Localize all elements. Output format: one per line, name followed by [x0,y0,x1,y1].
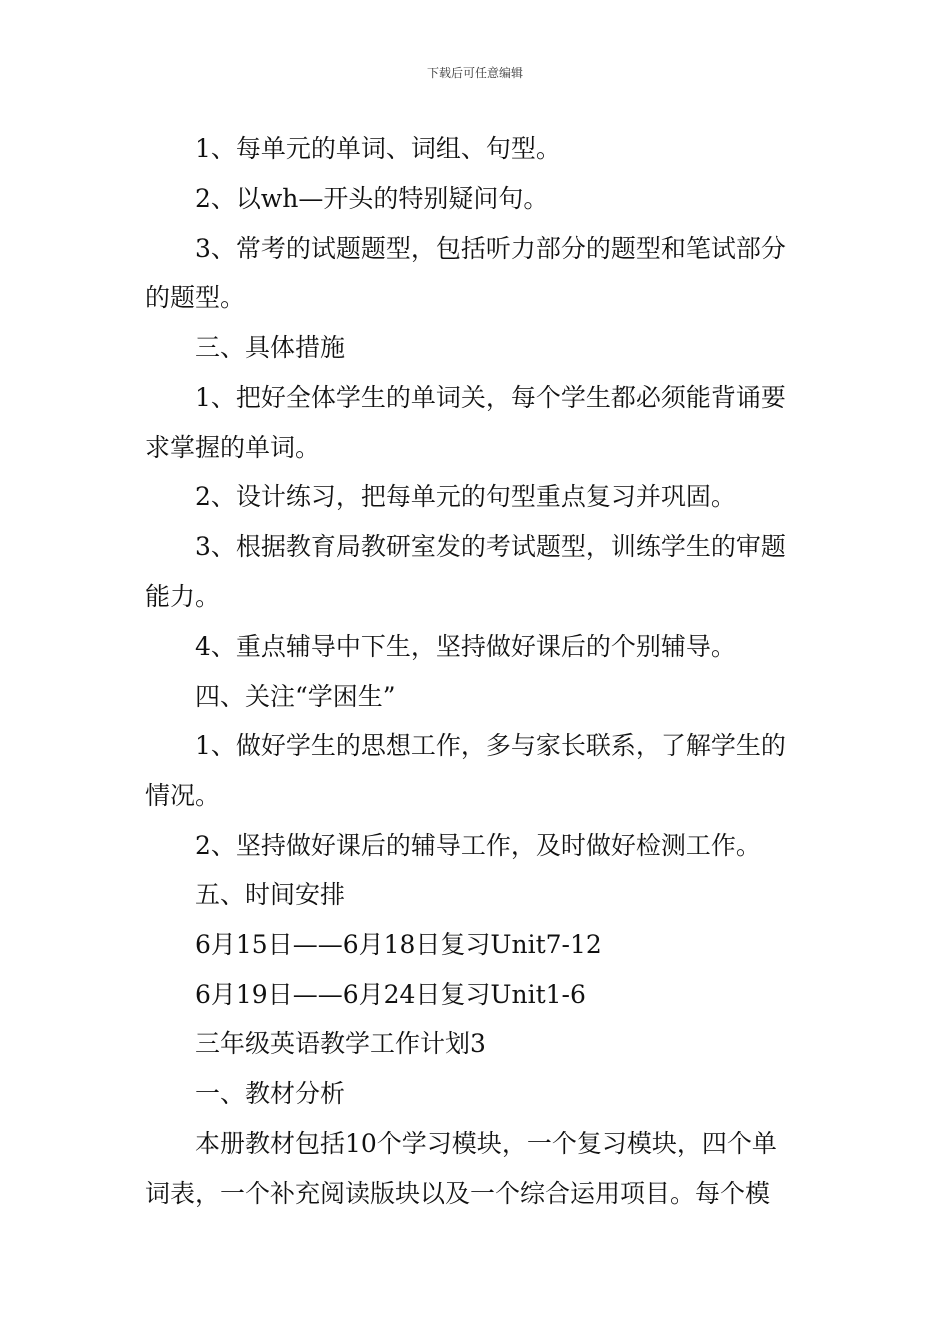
page-header: 下载后可任意编辑 [426,66,523,80]
list-item-exam-types-cont: 的题型。 [145,283,246,312]
list-item-exam-types: 3、常考的试题题型，包括听力部分的题型和笔试部分 [195,234,786,263]
section-heading-textbook: 一、教材分析 [195,1079,346,1108]
paragraph-textbook-line-2: 词表，一个补充阅读版块以及一个综合运用项目。每个模 [145,1179,771,1208]
list-item-train-reading-cont: 能力。 [145,582,221,611]
document-title-plan-3: 三年级英语教学工作计划3 [195,1029,486,1058]
schedule-item-2: 6月19日——6月24日复习Unit1-6 [195,980,586,1009]
list-item-thinking-work-cont: 情况。 [145,781,221,810]
list-item-after-class: 2、坚持做好课后的辅导工作，及时做好检测工作。 [195,831,761,860]
list-item-word-check-cont: 求掌握的单词。 [145,433,321,462]
schedule-item-1: 6月15日——6月18日复习Unit7-12 [195,930,602,959]
list-item-tutoring: 4、重点辅导中下生，坚持做好课后的个别辅导。 [195,632,736,661]
list-item-word-check: 1、把好全体学生的单词关，每个学生都必须能背诵要 [195,383,786,412]
list-item-vocabulary: 1、每单元的单词、词组、句型。 [195,134,561,163]
section-heading-struggling: 四、关注“学困生” [195,682,396,711]
list-item-train-reading: 3、根据教育局教研室发的考试题型，训练学生的审题 [195,532,786,561]
section-heading-schedule: 五、时间安排 [195,880,346,909]
section-heading-measures: 三、具体措施 [195,333,346,362]
paragraph-textbook-line-1: 本册教材包括10个学习模块，一个复习模块，四个单 [195,1129,777,1158]
list-item-wh-questions: 2、以wh—开头的特别疑问句。 [195,184,549,213]
list-item-thinking-work: 1、做好学生的思想工作，多与家长联系，了解学生的 [195,731,786,760]
list-item-design-exercises: 2、设计练习，把每单元的句型重点复习并巩固。 [195,482,736,511]
